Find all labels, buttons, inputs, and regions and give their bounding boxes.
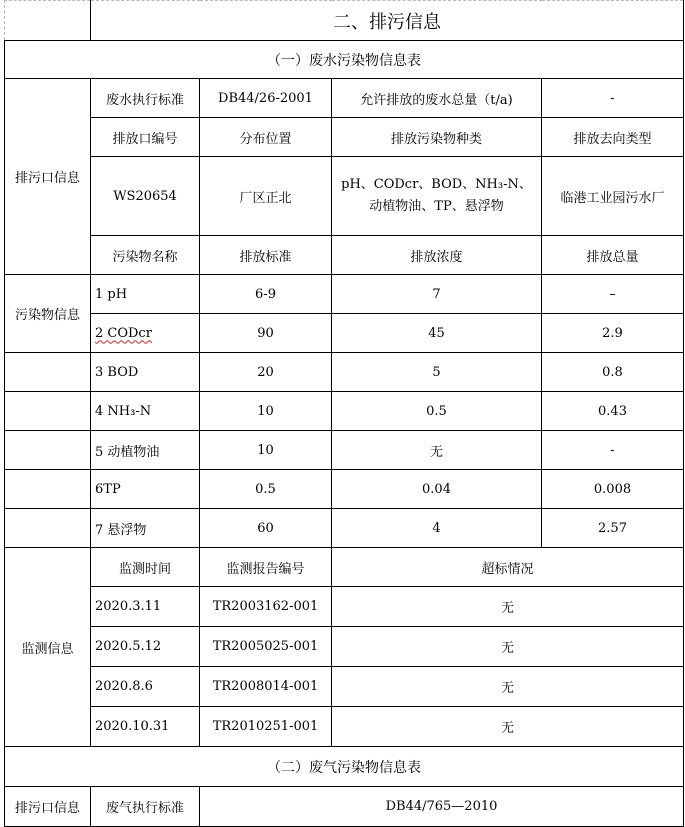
pollutant-header-concentration: 排放浓度 xyxy=(332,236,542,275)
monitoring-report-no: TR2008014-001 xyxy=(200,667,332,707)
water-standard-label: 废水执行标准 xyxy=(91,79,200,118)
section-title: 二、排污信息 xyxy=(91,1,684,41)
pollutant-name: 4 NH₃-N xyxy=(91,392,200,431)
pollutant-concentration: 4 xyxy=(332,509,542,548)
blank-cell xyxy=(5,353,91,392)
monitoring-exceed: 无 xyxy=(332,587,684,627)
monitoring-date: 2020.8.6 xyxy=(91,667,200,707)
pollutant-name: 7 悬浮物 xyxy=(91,509,200,548)
pollutant-standard: 10 xyxy=(200,431,332,470)
pollutant-standard: 20 xyxy=(200,353,332,392)
pollutant-row xyxy=(5,431,684,470)
pollutant-row xyxy=(5,509,684,548)
pollutant-name: 1 pH xyxy=(91,275,200,314)
pollutant-name: 6TP xyxy=(91,470,200,509)
pollutant-header-standard: 排放标准 xyxy=(200,236,332,275)
air-table-title: （二）废气污染物信息表 xyxy=(5,747,684,787)
pollutant-header-total: 排放总量 xyxy=(542,236,684,275)
pollutant-standard: 0.5 xyxy=(200,470,332,509)
monitoring-date: 2020.3.11 xyxy=(91,587,200,627)
monitoring-exceed: 无 xyxy=(332,627,684,667)
monitoring-row xyxy=(5,587,684,627)
monitoring-exceed: 无 xyxy=(332,707,684,747)
monitoring-group-label: 监测信息 xyxy=(5,548,91,747)
monitoring-header-report: 监测报告编号 xyxy=(200,548,332,587)
monitoring-report-no: TR2005025-001 xyxy=(200,627,332,667)
allowed-total-value: - xyxy=(542,79,684,118)
pollutant-row xyxy=(5,353,684,392)
pollutant-standard: 6-9 xyxy=(200,275,332,314)
pollutant-row xyxy=(5,392,684,431)
outlet-no: WS20654 xyxy=(91,157,200,236)
pollutant-concentration: 5 xyxy=(332,353,542,392)
blank-cell xyxy=(5,470,91,509)
pollutant-row xyxy=(5,275,684,314)
pollutant-standard: 90 xyxy=(200,314,332,353)
water-standard-value: DB44/26-2001 xyxy=(200,79,332,118)
col-location: 分布位置 xyxy=(200,118,332,157)
water-table-title: （一）废水污染物信息表 xyxy=(5,41,684,79)
monitoring-date: 2020.10.31 xyxy=(91,707,200,747)
pollutant-total: – xyxy=(542,275,684,314)
pollutant-concentration: 0.04 xyxy=(332,470,542,509)
pollutant-standard: 10 xyxy=(200,392,332,431)
monitoring-header-date: 监测时间 xyxy=(91,548,200,587)
pollutant-concentration: 无 xyxy=(332,431,542,470)
pollutant-total: 2.9 xyxy=(542,314,684,353)
pollutant-concentration: 45 xyxy=(332,314,542,353)
monitoring-row xyxy=(5,667,684,707)
pollutant-name xyxy=(91,314,200,353)
pollutant-name: 3 BOD xyxy=(91,353,200,392)
destination-type: 临港工业园污水厂 xyxy=(542,157,684,236)
monitoring-report-no: TR2010251-001 xyxy=(200,707,332,747)
outlet-group-label: 排污口信息 xyxy=(5,79,91,275)
monitoring-report-no: TR2003162-001 xyxy=(200,587,332,627)
monitoring-row xyxy=(5,707,684,747)
pollutant-row xyxy=(5,314,684,353)
monitoring-header-exceed: 超标情况 xyxy=(332,548,684,587)
pollutant-concentration: 0.5 xyxy=(332,392,542,431)
monitoring-row xyxy=(5,627,684,667)
monitoring-date: 2020.5.12 xyxy=(91,627,200,667)
air-standard-label: 废气执行标准 xyxy=(91,787,200,827)
pollutant-total: 0.008 xyxy=(542,470,684,509)
pollutant-total: 2.57 xyxy=(542,509,684,548)
pollutant-header-name: 污染物名称 xyxy=(91,236,200,275)
pollutant-row xyxy=(5,470,684,509)
col-destination-type: 排放去向类型 xyxy=(542,118,684,157)
blank-cell xyxy=(5,431,91,470)
outlet-location: 厂区正北 xyxy=(200,157,332,236)
pollutant-total: - xyxy=(542,431,684,470)
pollutant-total: 0.8 xyxy=(542,353,684,392)
col-pollutant-types: 排放污染物种类 xyxy=(332,118,542,157)
pollutant-concentration: 7 xyxy=(332,275,542,314)
pollutant-types: pH、CODcr、BOD、NH₃-N、 动植物油、TP、悬浮物 xyxy=(332,157,542,236)
title-left-blank xyxy=(5,1,91,41)
pollution-info-table xyxy=(4,0,684,827)
pollutant-standard: 60 xyxy=(200,509,332,548)
allowed-total-label: 允许排放的废水总量（t/a) xyxy=(332,79,542,118)
blank-cell xyxy=(5,509,91,548)
pollutant-group-label: 污染物信息 xyxy=(5,275,91,353)
air-standard-value: DB44/765—2010 xyxy=(200,787,684,827)
col-outlet-no: 排放口编号 xyxy=(91,118,200,157)
air-outlet-group-label: 排污口信息 xyxy=(5,787,91,827)
blank-cell xyxy=(5,392,91,431)
pollutant-name-text: 2 CODcr xyxy=(95,325,152,341)
monitoring-exceed: 无 xyxy=(332,667,684,707)
pollutant-name: 5 动植物油 xyxy=(91,431,200,470)
pollutant-total: 0.43 xyxy=(542,392,684,431)
